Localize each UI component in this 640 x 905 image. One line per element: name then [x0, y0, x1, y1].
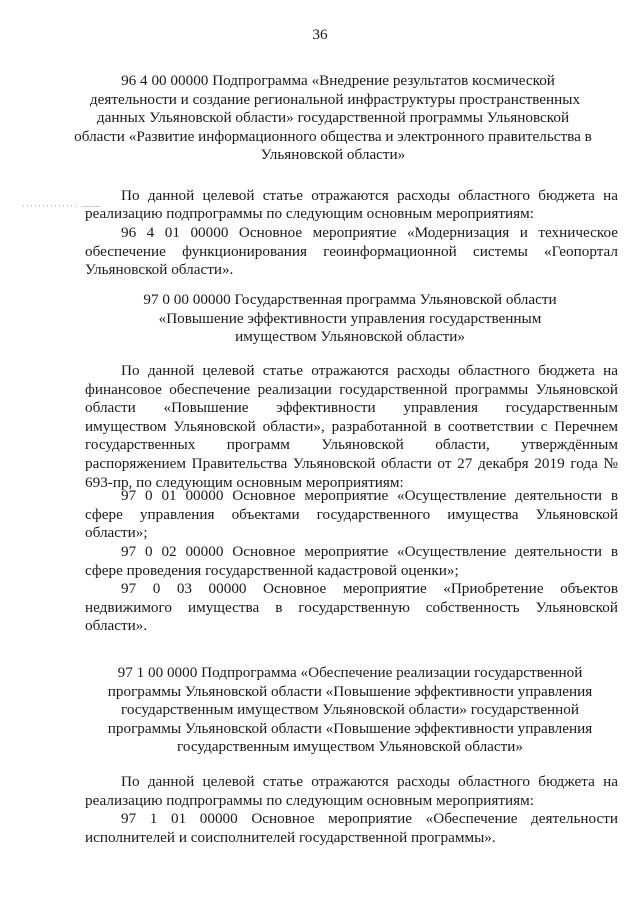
- section3-item-97-1-01: [85, 810, 618, 847]
- heading-line: государственным имуществом Ульяновской области» государственной: [120, 701, 580, 719]
- section2-item-97-0-03: [85, 580, 618, 636]
- scan-mark: ·············· ——: [22, 201, 102, 211]
- heading-line: программы Ульяновской области «Повышение эффективности управления: [107, 719, 593, 737]
- paragraph-line: области «Повышение эффективности управления государственным: [85, 399, 618, 417]
- heading-line: области «Развитие информационного общества и электронного правительства в: [74, 127, 592, 145]
- paragraph-line: Ульяновской области».: [85, 261, 234, 279]
- heading-line: данных Ульяновской области» государственной программы Ульяновской: [96, 109, 570, 127]
- heading-line: имуществом Ульяновской области»: [235, 328, 465, 346]
- paragraph-line: обеспечение функционирования геоинформационной системы «Геопортал: [85, 242, 618, 260]
- paragraph-line: 96 4 01 00000 Основное мероприятие «Модернизация и техническое: [121, 224, 618, 241]
- section-heading-97-0: [0, 291, 640, 347]
- paragraph-line: реализацию подпрограммы по следующим основным мероприятиям:: [85, 205, 534, 222]
- paragraph-line: имуществом Ульяновской области», разработанной в соответствии с Перечнем: [85, 417, 618, 435]
- heading-line: Ульяновской области»: [260, 146, 406, 164]
- heading-line: 97 1 00 0000 Подпрограмма «Обеспечение реализации государственной: [117, 664, 583, 681]
- heading-line: 97 0 00 00000 Государственная программа Ульяновской области: [143, 291, 557, 308]
- paragraph-line: По данной целевой статье отражаются расходы областного бюджета на: [121, 187, 618, 204]
- section-heading-96-4: [0, 72, 640, 165]
- section1-item-96-4-01: [85, 224, 618, 280]
- paragraph-line: исполнителей и соисполнителей государственной программы».: [85, 828, 496, 846]
- paragraph-line: распоряжением Правительства Ульяновской области от 27 декабря 2019 года №: [85, 454, 618, 472]
- paragraph-line: сфере управления объектами государственного имущества Ульяновской: [85, 505, 618, 523]
- section2-item-97-0-01: [85, 487, 618, 543]
- paragraph-line: 97 0 02 00000 Основное мероприятие «Осуществление деятельности в: [121, 543, 618, 560]
- heading-line: «Повышение эффективности управления государственным: [158, 309, 542, 327]
- heading-line: государственным имуществом Ульяновской области»: [177, 738, 523, 756]
- paragraph-line: 97 0 01 00000 Основное мероприятие «Осуществление деятельности в: [121, 487, 618, 504]
- paragraph-line: 97 1 01 00000 Основное мероприятие «Обеспечение деятельности: [121, 810, 618, 827]
- paragraph-line: реализацию подпрограммы по следующим основным мероприятиям:: [85, 791, 534, 809]
- paragraph-line: финансовое обеспечение реализации государственной программы Ульяновской: [85, 380, 618, 398]
- page-number: 36: [312, 26, 328, 43]
- heading-line: деятельности и создание региональной инфраструктуры пространственных: [89, 90, 581, 108]
- paragraph-line: По данной целевой статье отражаются расходы областного бюджета на: [121, 362, 618, 379]
- section3-intro: [85, 773, 618, 810]
- section1-intro-cont: [85, 205, 618, 224]
- paragraph-line: 97 0 03 00000 Основное мероприятие «Приобретение объектов: [121, 580, 618, 597]
- paragraph-line: 693-пр, по следующим основным мероприятиям:: [85, 473, 404, 491]
- section-heading-97-1: [0, 664, 640, 757]
- section2-item-97-0-02: [85, 543, 618, 580]
- section1-intro: [112, 187, 618, 206]
- paragraph-line: области».: [85, 617, 148, 635]
- paragraph-line: государственных программ Ульяновской области, утверждённым: [85, 436, 618, 454]
- section2-intro: [85, 362, 618, 492]
- paragraph-line: области»;: [85, 524, 148, 542]
- paragraph-line: недвижимого имущества в государственную собственность Ульяновской: [85, 598, 618, 616]
- paragraph-line: По данной целевой статье отражаются расходы областного бюджета на: [121, 773, 618, 790]
- paragraph-line: сфере проведения государственной кадастровой оценки»;: [85, 561, 459, 579]
- heading-line: 96 4 00 00000 Подпрограмма «Внедрение результатов космической: [121, 72, 555, 89]
- heading-line: программы Ульяновской области «Повышение эффективности управления: [107, 682, 593, 700]
